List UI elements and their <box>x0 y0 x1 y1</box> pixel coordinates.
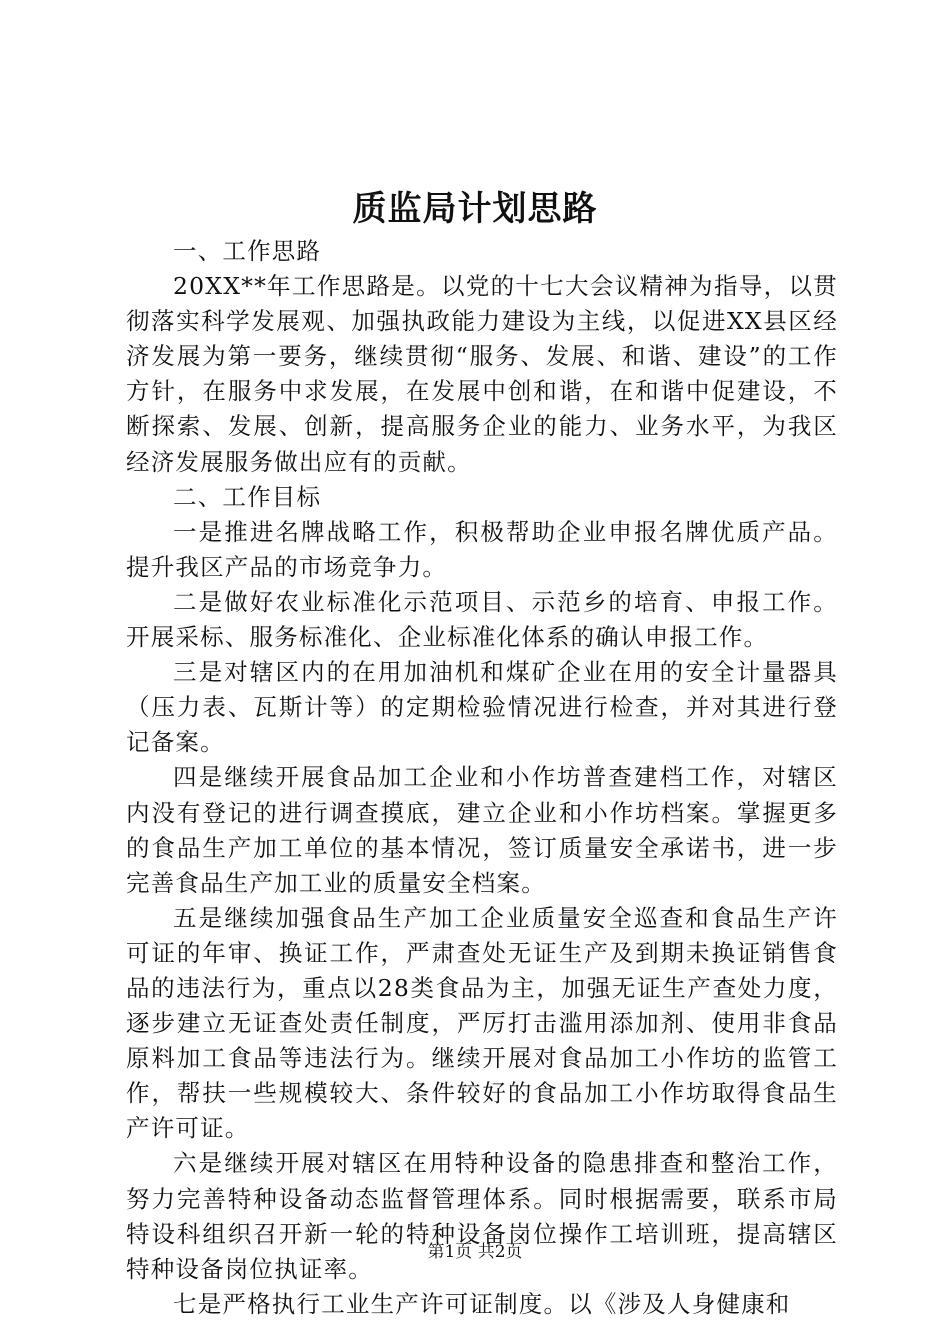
page-footer: 第1页 共2页 <box>427 1242 523 1262</box>
paragraph-goal-1: 一是推进名牌战略工作，积极帮助企业申报名牌优质产品。提升我区产品的市场竞争力。 <box>126 517 838 581</box>
document-body <box>126 234 838 1322</box>
section-heading-2: 二、工作目标 <box>173 482 322 511</box>
paragraph-goal-7: 七是严格执行工业生产许可证制度。以《涉及人身健康和 <box>173 1289 791 1318</box>
paragraph-goal-2: 二是做好农业标准化示范项目、示范乡的培育、申报工作。开展采标、服务标准化、企业标准化体系的确认申报工作。 <box>126 587 838 652</box>
paragraph-work-approach: 20XX**年工作思路是。以党的十七大会议精神为指导，以贯彻落实科学发展观、加强执政能力建设为主线，以促进XX县区经济发展为第一要务，继续贯彻“服务、发展、和谐、建设”的工作方针，在服务中求发展，在发展中创和谐，在和谐中促建设，不断探索、发展、创新，提高服务企业的能力、业务水平，为我区经济发展服务做出应有的贡献。 <box>126 272 838 476</box>
paragraph-goal-4: 四是继续开展食品加工企业和小作坊普查建档工作，对辖区内没有登记的进行调查摸底，建立企业和小作坊档案。掌握更多的食品生产加工单位的基本情况，签订质量安全承诺书，进一步完善食品生产加工业的质量安全档案。 <box>126 763 838 897</box>
paragraph-goal-5: 五是继续加强食品生产加工企业质量安全巡查和食品生产许可证的年审、换证工作，严肃查处无证生产及到期未换证销售食品的违法行为，重点以28类食品为主，加强无证生产查处力度，逐步建立无证查处责任制度，严厉打击滥用添加剂、使用非食品原料加工食品等违法行为。继续开展对食品加工小作坊的监管工作，帮扶一些规模较大、条件较好的食品加工小作坊取得食品生产许可证。 <box>126 903 838 1143</box>
page-title: 质监局计划思路 <box>352 189 598 229</box>
paragraph-goal-6: 六是继续开展对辖区在用特种设备的隐患排查和整治工作，努力完善特种设备动态监督管理体系。同时根据需要，联系市局特设科组织召开新一轮的特种设备岗位操作工培训班，提高辖区特种设备岗位执证率。 <box>126 1149 838 1283</box>
paragraph-goal-3: 三是对辖区内的在用加油机和煤矿企业在用的安全计量器具（压力表、瓦斯计等）的定期检验情况进行检查，并对其进行登记备案。 <box>126 658 838 757</box>
section-heading-1: 一、工作思路 <box>173 237 322 265</box>
